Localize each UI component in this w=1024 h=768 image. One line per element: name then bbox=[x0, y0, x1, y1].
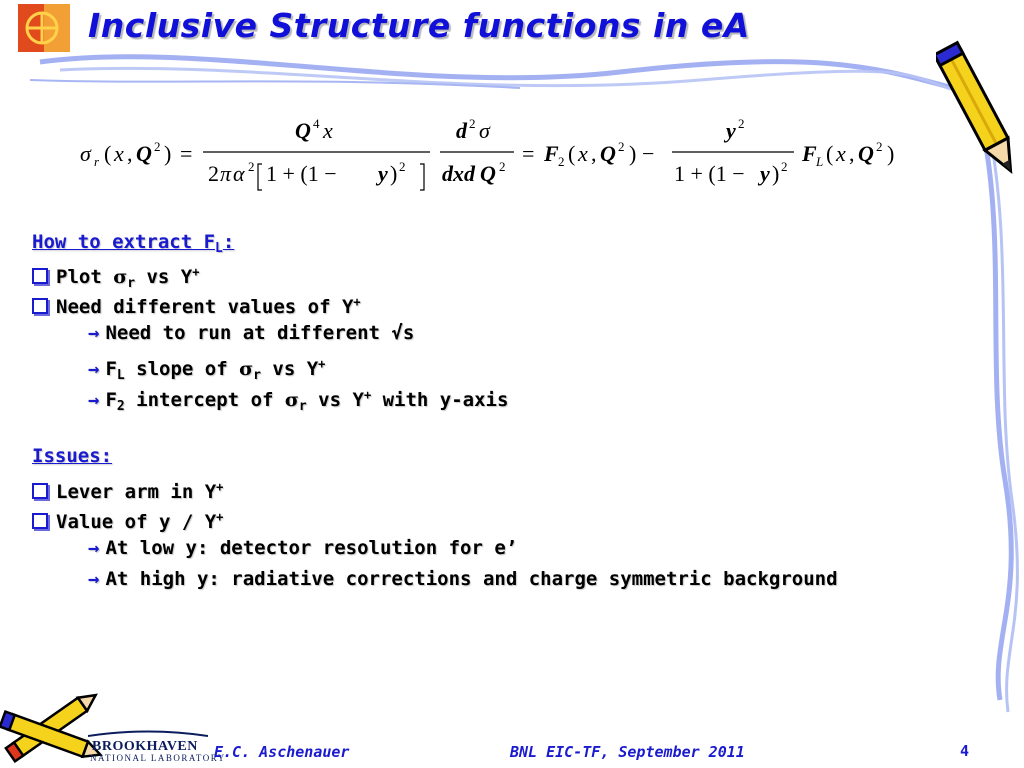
svg-text:2: 2 bbox=[618, 139, 625, 154]
brookhaven-logo bbox=[88, 730, 208, 738]
svg-text:Q: Q bbox=[858, 141, 874, 166]
svg-text:2: 2 bbox=[876, 139, 883, 154]
svg-text:): ) bbox=[887, 141, 895, 166]
svg-text:σ: σ bbox=[479, 118, 490, 143]
svg-text:2: 2 bbox=[558, 154, 565, 169]
svg-text:4: 4 bbox=[313, 116, 320, 131]
formula-sigma: σ bbox=[80, 141, 91, 166]
svg-text:Q: Q bbox=[600, 141, 616, 166]
logo-icon bbox=[18, 4, 70, 52]
svg-text:α: α bbox=[233, 161, 245, 186]
svg-text:Q: Q bbox=[295, 118, 311, 143]
sub-item-f2-intercept: → $F_2$ intercept of $\sigma_r$ vs Y+ with y-axis bbox=[88, 388, 509, 414]
checkbox-bullet-icon bbox=[32, 513, 48, 529]
svg-text:2: 2 bbox=[738, 116, 745, 131]
svg-text:,: , bbox=[127, 141, 133, 166]
svg-text:(: ( bbox=[104, 141, 112, 166]
svg-text:=: = bbox=[180, 141, 193, 166]
list-item-lever-arm: Lever arm in Y+ bbox=[32, 475, 223, 504]
svg-text:L: L bbox=[816, 154, 824, 169]
arrow-icon: → bbox=[88, 568, 100, 590]
svg-text:Q: Q bbox=[480, 161, 496, 186]
arrow-icon: → bbox=[88, 389, 100, 411]
checkbox-bullet-icon bbox=[32, 298, 48, 314]
svg-text:dxd: dxd bbox=[442, 161, 475, 186]
svg-text:2: 2 bbox=[208, 161, 219, 186]
page-title: Inclusive Structure functions in eA bbox=[88, 6, 750, 45]
svg-text:F: F bbox=[802, 141, 817, 166]
svg-text:1 + (1 −: 1 + (1 − bbox=[266, 161, 337, 186]
svg-text:x: x bbox=[323, 118, 333, 143]
list-item-value-of-y: Value of y / Y+ bbox=[32, 505, 223, 534]
list-item-values: Need different values of Y+ bbox=[32, 290, 361, 319]
svg-text:F: F bbox=[544, 141, 559, 166]
checkbox-bullet-icon bbox=[32, 483, 48, 499]
svg-text:π: π bbox=[220, 161, 232, 186]
svg-text:): ) bbox=[390, 161, 398, 186]
svg-text:Q: Q bbox=[136, 141, 152, 166]
arrow-icon: → bbox=[88, 322, 100, 344]
sub-item-fl-slope: → $F_L$ slope of $\sigma_r$ vs Y+ bbox=[88, 357, 326, 383]
structure-function-formula bbox=[78, 108, 928, 192]
pencil-icon bbox=[936, 40, 1024, 190]
svg-text:x: x bbox=[114, 141, 124, 166]
svg-text:): ) bbox=[629, 141, 637, 166]
svg-text:d: d bbox=[456, 118, 467, 143]
svg-text:): ) bbox=[772, 161, 780, 186]
svg-text:y: y bbox=[760, 161, 770, 186]
svg-text:(: ( bbox=[826, 141, 834, 166]
svg-text:1 + (1 −: 1 + (1 − bbox=[674, 161, 745, 186]
svg-text:2: 2 bbox=[154, 139, 161, 154]
svg-text:2: 2 bbox=[399, 159, 406, 174]
lab-subtitle: NATIONAL LABORATORY bbox=[90, 753, 226, 763]
arrow-icon: → bbox=[88, 358, 100, 380]
page-number: 4 bbox=[960, 742, 970, 760]
svg-text:r: r bbox=[94, 154, 100, 169]
svg-text:y: y bbox=[378, 161, 388, 186]
svg-text:,: , bbox=[849, 141, 855, 166]
svg-text:2: 2 bbox=[781, 159, 788, 174]
checkbox-bullet-icon bbox=[32, 268, 48, 284]
footer-conference: BNL EIC-TF, September 2011 bbox=[510, 743, 745, 761]
list-item-plot: Plot $\sigma_r$ vs Y+ bbox=[32, 260, 199, 296]
svg-text:2: 2 bbox=[469, 116, 476, 131]
sub-item-low-y: → At low y: detector resolution for e’ bbox=[88, 537, 518, 559]
svg-text:x: x bbox=[836, 141, 846, 166]
svg-text:x: x bbox=[578, 141, 588, 166]
footer-author: E.C. Aschenauer bbox=[214, 743, 350, 761]
svg-text:2: 2 bbox=[499, 159, 506, 174]
sub-item-run-sqrt-s: → Need to run at different √s bbox=[88, 322, 415, 344]
svg-text:(: ( bbox=[568, 141, 576, 166]
arrow-icon: → bbox=[88, 537, 100, 559]
sub-item-high-y: → At high y: radiative corrections and charge symmetric background bbox=[88, 568, 838, 590]
svg-text:,: , bbox=[591, 141, 597, 166]
lab-name: BROOKHAVEN bbox=[92, 739, 198, 754]
svg-text:−: − bbox=[642, 141, 655, 166]
svg-text:2: 2 bbox=[248, 159, 255, 174]
heading-extract-fl: How to extract $F_L$: bbox=[32, 231, 235, 256]
svg-text:y: y bbox=[726, 118, 736, 143]
svg-text:=: = bbox=[522, 141, 535, 166]
svg-text:): ) bbox=[164, 141, 172, 166]
heading-issues: Issues: bbox=[32, 445, 113, 467]
